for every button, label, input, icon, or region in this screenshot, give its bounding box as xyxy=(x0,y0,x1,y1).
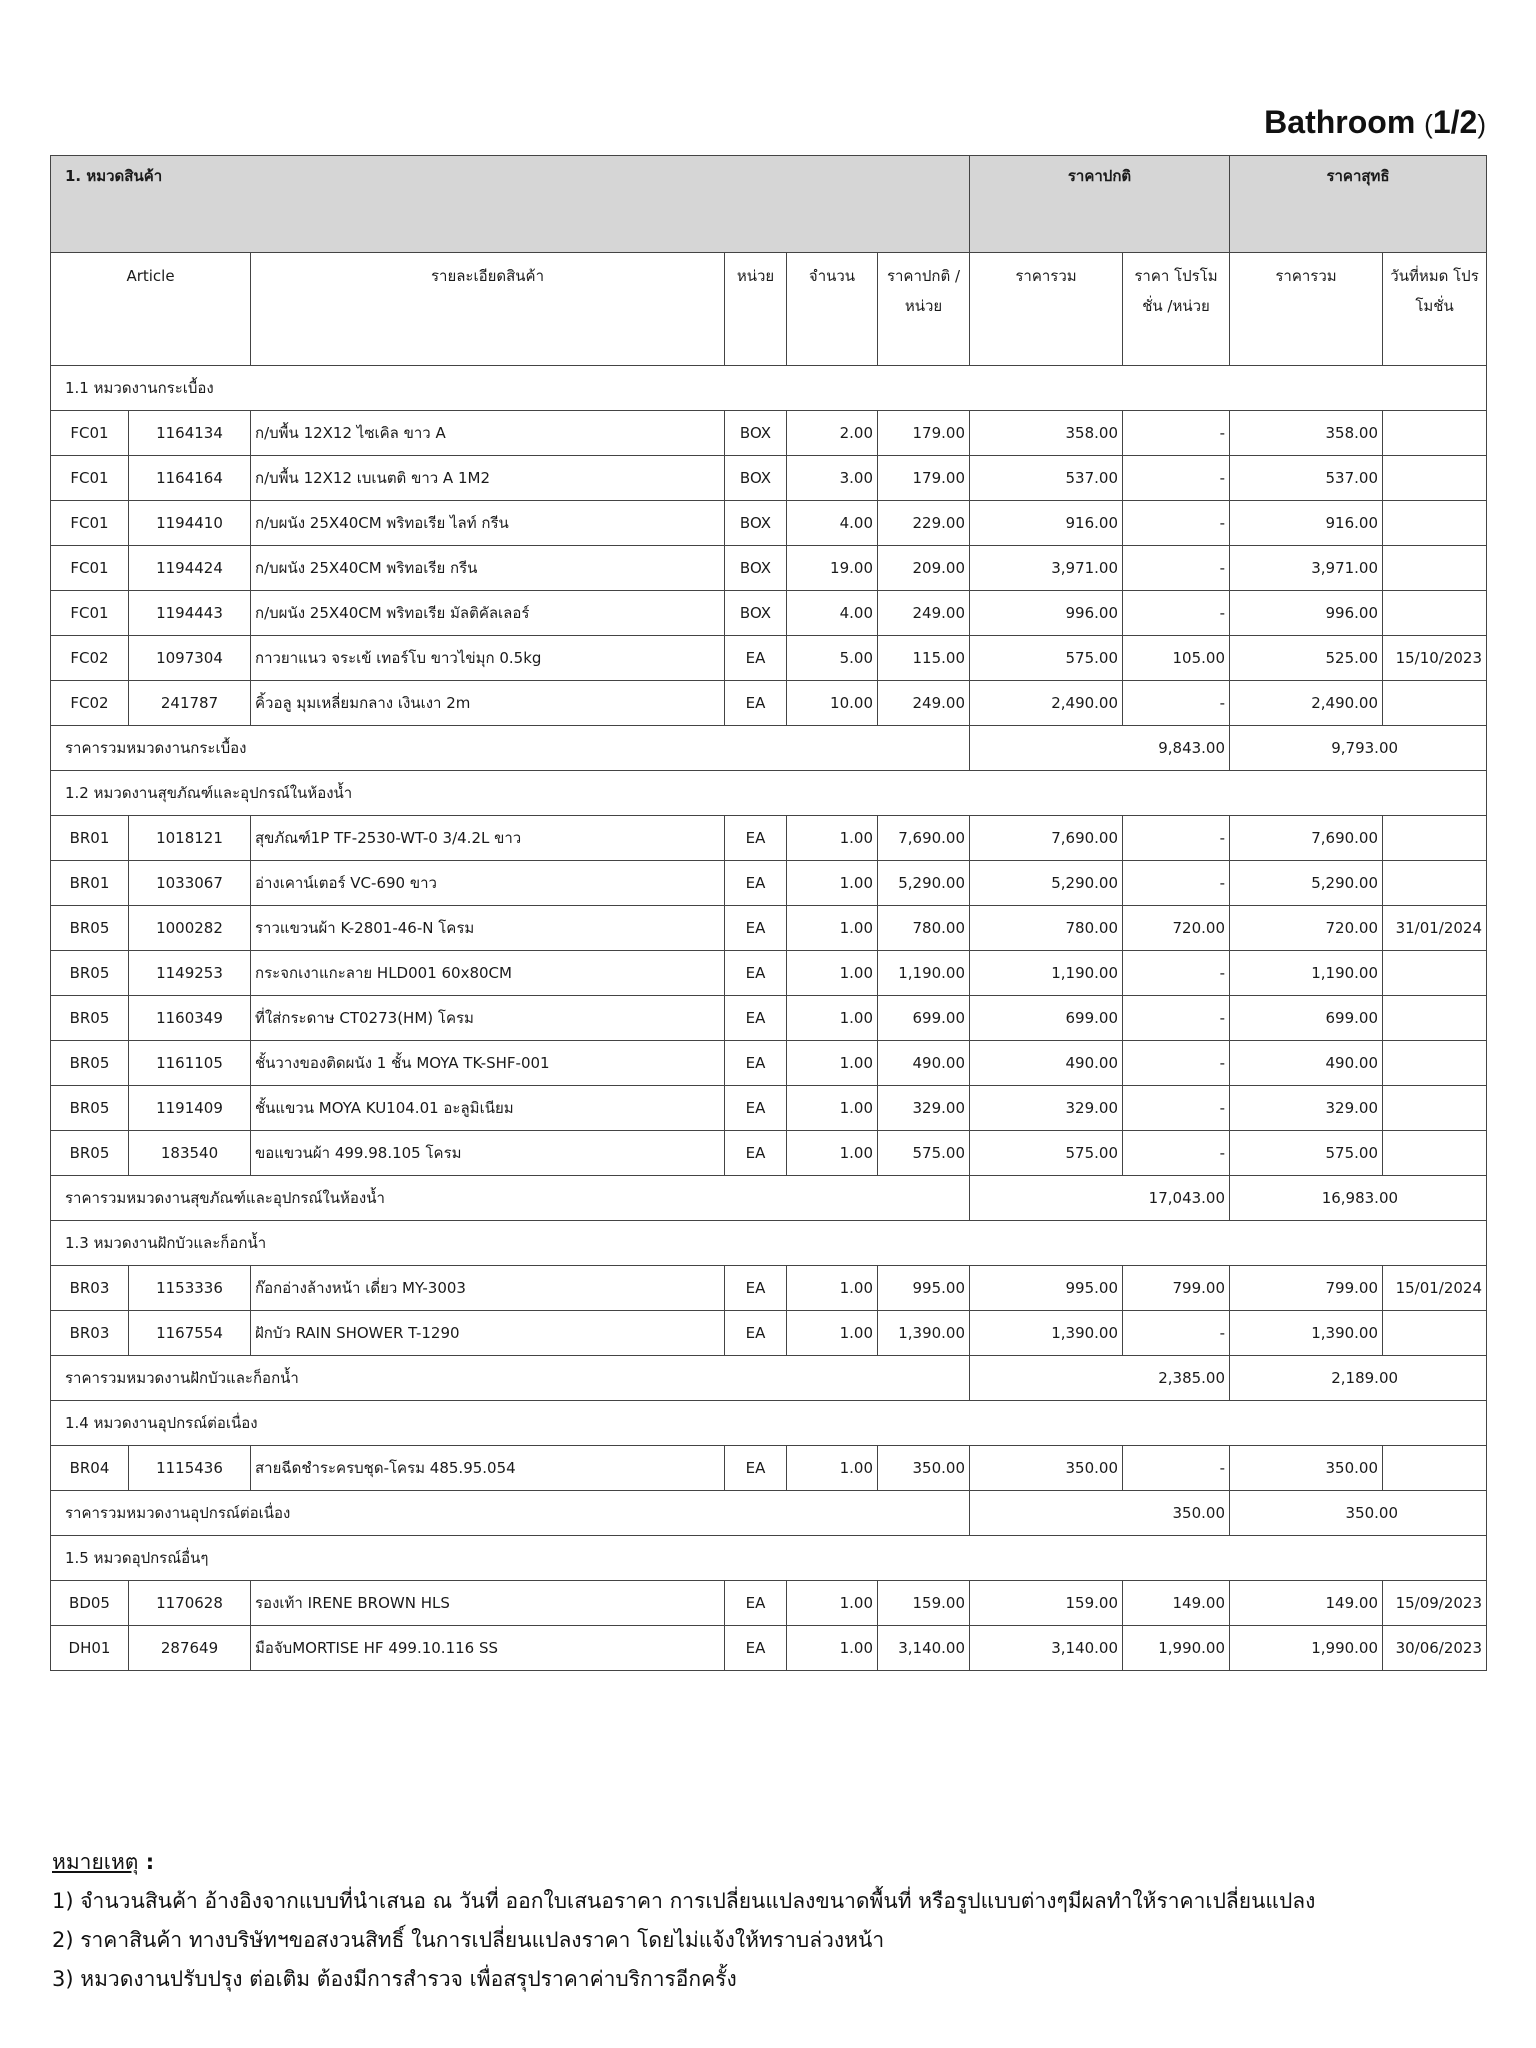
title-part: 1/2 xyxy=(1432,104,1478,140)
article-code-cell: BR03 xyxy=(51,1311,129,1356)
description-cell: ฝักบัว RAIN SHOWER T-1290 xyxy=(251,1311,725,1356)
promo-price-cell: - xyxy=(1123,951,1230,996)
article-code-cell: FC01 xyxy=(51,591,129,636)
promo-end-cell xyxy=(1383,591,1487,636)
total-cell: 1,390.00 xyxy=(970,1311,1123,1356)
title-paren-close: ) xyxy=(1477,109,1486,139)
unit-price-cell: 7,690.00 xyxy=(878,816,970,861)
article-number-cell: 1018121 xyxy=(129,816,251,861)
page-title xyxy=(1264,104,1486,141)
promo-price-cell: 105.00 xyxy=(1123,636,1230,681)
total-cell: 537.00 xyxy=(970,456,1123,501)
promo-end-cell: 30/06/2023 xyxy=(1383,1626,1487,1671)
promo-end-cell: 15/01/2024 xyxy=(1383,1266,1487,1311)
net-total-cell: 7,690.00 xyxy=(1230,816,1383,861)
table-row xyxy=(51,591,1487,636)
net-total-cell: 3,971.00 xyxy=(1230,546,1383,591)
article-code-cell: BR01 xyxy=(51,816,129,861)
description-cell: รองเท้า IRENE BROWN HLS xyxy=(251,1581,725,1626)
qty-cell: 1.00 xyxy=(787,1446,878,1491)
article-code-cell: BR05 xyxy=(51,951,129,996)
net-total-cell: 799.00 xyxy=(1230,1266,1383,1311)
net-total-cell: 490.00 xyxy=(1230,1041,1383,1086)
unit-cell: EA xyxy=(725,1446,787,1491)
net-total-cell: 537.00 xyxy=(1230,456,1383,501)
article-code-cell: BR05 xyxy=(51,1086,129,1131)
category-row xyxy=(51,771,1487,816)
unit-cell: EA xyxy=(725,1311,787,1356)
promo-end-cell xyxy=(1383,1131,1487,1176)
description-cell: ก/บผนัง 25X40CM พริทอเรีย กรีน xyxy=(251,546,725,591)
promo-price-cell: - xyxy=(1123,1086,1230,1131)
description-cell: ก/บผนัง 25X40CM พริทอเรีย ไลท์ กรีน xyxy=(251,501,725,546)
unit-price-cell: 575.00 xyxy=(878,1131,970,1176)
col-unit-price: ราคาปกติ /หน่วย xyxy=(878,253,970,366)
promo-price-cell: 1,990.00 xyxy=(1123,1626,1230,1671)
qty-cell: 10.00 xyxy=(787,681,878,726)
subtotal-total: 9,843.00 xyxy=(970,726,1230,771)
article-code-cell: BR05 xyxy=(51,906,129,951)
table-row xyxy=(51,411,1487,456)
article-code-cell: FC01 xyxy=(51,501,129,546)
total-cell: 780.00 xyxy=(970,906,1123,951)
total-cell: 3,140.00 xyxy=(970,1626,1123,1671)
table-row xyxy=(51,546,1487,591)
qty-cell: 1.00 xyxy=(787,816,878,861)
article-code-cell: DH01 xyxy=(51,1626,129,1671)
promo-end-cell xyxy=(1383,1086,1487,1131)
qty-cell: 1.00 xyxy=(787,1311,878,1356)
promo-price-cell: - xyxy=(1123,996,1230,1041)
unit-price-cell: 995.00 xyxy=(878,1266,970,1311)
qty-cell: 1.00 xyxy=(787,1086,878,1131)
total-cell: 5,290.00 xyxy=(970,861,1123,906)
unit-cell: EA xyxy=(725,996,787,1041)
unit-cell: EA xyxy=(725,636,787,681)
total-cell: 490.00 xyxy=(970,1041,1123,1086)
promo-price-cell: - xyxy=(1123,1131,1230,1176)
description-cell: ที่ใส่กระดาษ CT0273(HM) โครม xyxy=(251,996,725,1041)
description-cell: สุขภัณฑ์1P TF-2530-WT-0 3/4.2L ขาว xyxy=(251,816,725,861)
promo-end-cell xyxy=(1383,681,1487,726)
qty-cell: 4.00 xyxy=(787,591,878,636)
subtotal-net: 2,189.00 xyxy=(1230,1356,1487,1401)
qty-cell: 1.00 xyxy=(787,996,878,1041)
promo-price-cell: - xyxy=(1123,591,1230,636)
table-row xyxy=(51,996,1487,1041)
description-cell: ขอแขวนผ้า 499.98.105 โครม xyxy=(251,1131,725,1176)
note-line: 3) หมวดงานปรับปรุง ต่อเติม ต้องมีการสำรวจ เพื่อสรุปราคาค่าบริการอีกครั้ง xyxy=(52,1967,737,1991)
unit-price-cell: 350.00 xyxy=(878,1446,970,1491)
unit-cell: BOX xyxy=(725,501,787,546)
article-code-cell: FC01 xyxy=(51,456,129,501)
subtotal-net: 9,793.00 xyxy=(1230,726,1487,771)
unit-cell: BOX xyxy=(725,456,787,501)
promo-price-cell: 799.00 xyxy=(1123,1266,1230,1311)
qty-cell: 1.00 xyxy=(787,1266,878,1311)
net-total-cell: 350.00 xyxy=(1230,1446,1383,1491)
promo-end-cell: 15/10/2023 xyxy=(1383,636,1487,681)
table-row xyxy=(51,1041,1487,1086)
group-header-row xyxy=(51,156,1487,253)
promo-price-cell: - xyxy=(1123,501,1230,546)
article-code-cell: BR05 xyxy=(51,1131,129,1176)
col-total: ราคารวม xyxy=(970,253,1123,366)
unit-price-cell: 490.00 xyxy=(878,1041,970,1086)
net-total-cell: 149.00 xyxy=(1230,1581,1383,1626)
net-total-cell: 358.00 xyxy=(1230,411,1383,456)
promo-end-cell xyxy=(1383,501,1487,546)
promo-end-cell xyxy=(1383,411,1487,456)
subtotal-row xyxy=(51,726,1487,771)
description-cell: ก๊อกอ่างล้างหน้า เดี่ยว MY-3003 xyxy=(251,1266,725,1311)
article-code-cell: BR05 xyxy=(51,1041,129,1086)
total-cell: 329.00 xyxy=(970,1086,1123,1131)
net-total-cell: 329.00 xyxy=(1230,1086,1383,1131)
article-code-cell: FC01 xyxy=(51,546,129,591)
promo-price-cell: - xyxy=(1123,1311,1230,1356)
note-line: 2) ราคาสินค้า ทางบริษัทฯขอสงวนสิทธิ์ ในการเปลี่ยนแปลงราคา โดยไม่แจ้งให้ทราบล่วงหน้า xyxy=(52,1928,885,1952)
unit-cell: BOX xyxy=(725,411,787,456)
net-total-cell: 1,390.00 xyxy=(1230,1311,1383,1356)
article-number-cell: 1161105 xyxy=(129,1041,251,1086)
article-number-cell: 1115436 xyxy=(129,1446,251,1491)
net-total-cell: 525.00 xyxy=(1230,636,1383,681)
subtotal-row xyxy=(51,1356,1487,1401)
unit-cell: EA xyxy=(725,1266,787,1311)
table-row xyxy=(51,951,1487,996)
total-cell: 350.00 xyxy=(970,1446,1123,1491)
promo-price-cell: - xyxy=(1123,546,1230,591)
promo-end-cell: 15/09/2023 xyxy=(1383,1581,1487,1626)
total-cell: 916.00 xyxy=(970,501,1123,546)
article-code-cell: BD05 xyxy=(51,1581,129,1626)
article-number-cell: 1167554 xyxy=(129,1311,251,1356)
description-cell: ชั้นแขวน MOYA KU104.01 อะลูมิเนียม xyxy=(251,1086,725,1131)
total-cell: 7,690.00 xyxy=(970,816,1123,861)
col-promo-price: ราคา โปรโมชั่น /หน่วย xyxy=(1123,253,1230,366)
col-qty: จำนวน xyxy=(787,253,878,366)
table-row xyxy=(51,906,1487,951)
qty-cell: 2.00 xyxy=(787,411,878,456)
subtotal-label: ราคารวมหมวดงานสุขภัณฑ์และอุปกรณ์ในห้องน้ำ xyxy=(51,1176,970,1221)
article-number-cell: 1194410 xyxy=(129,501,251,546)
unit-price-cell: 179.00 xyxy=(878,456,970,501)
subtotal-total: 17,043.00 xyxy=(970,1176,1230,1221)
article-number-cell: 1194443 xyxy=(129,591,251,636)
qty-cell: 1.00 xyxy=(787,861,878,906)
description-cell: สายฉีดชำระครบชุด-โครม 485.95.054 xyxy=(251,1446,725,1491)
table-row xyxy=(51,1131,1487,1176)
col-description: รายละเอียดสินค้า xyxy=(251,253,725,366)
unit-price-cell: 3,140.00 xyxy=(878,1626,970,1671)
article-number-cell: 1191409 xyxy=(129,1086,251,1131)
net-total-cell: 1,990.00 xyxy=(1230,1626,1383,1671)
category-row xyxy=(51,1401,1487,1446)
category-title: 1.2 หมวดงานสุขภัณฑ์และอุปกรณ์ในห้องน้ำ xyxy=(51,771,1487,816)
category-title: 1.4 หมวดงานอุปกรณ์ต่อเนื่อง xyxy=(51,1401,1487,1446)
subtotal-total: 350.00 xyxy=(970,1491,1230,1536)
subtotal-total: 2,385.00 xyxy=(970,1356,1230,1401)
table-row xyxy=(51,681,1487,726)
article-code-cell: FC02 xyxy=(51,636,129,681)
qty-cell: 19.00 xyxy=(787,546,878,591)
category-row xyxy=(51,366,1487,411)
promo-end-cell xyxy=(1383,456,1487,501)
table-row xyxy=(51,456,1487,501)
category-row xyxy=(51,1221,1487,1266)
title-main: Bathroom xyxy=(1264,104,1416,140)
description-cell: ก/บผนัง 25X40CM พริทอเรีย มัลติคัลเลอร์ xyxy=(251,591,725,636)
table-row xyxy=(51,1266,1487,1311)
table-row xyxy=(51,861,1487,906)
promo-end-cell xyxy=(1383,1041,1487,1086)
unit-cell: EA xyxy=(725,951,787,996)
net-price-header: ราคาสุทธิ xyxy=(1230,156,1487,253)
total-cell: 575.00 xyxy=(970,636,1123,681)
net-total-cell: 575.00 xyxy=(1230,1131,1383,1176)
description-cell: กาวยาแนว จระเข้ เทอร์โบ ขาวไข่มุก 0.5kg xyxy=(251,636,725,681)
qty-cell: 1.00 xyxy=(787,1581,878,1626)
description-cell: คิ้วอลู มุมเหลี่ยมกลาง เงินเงา 2m xyxy=(251,681,725,726)
regular-price-header: ราคาปกติ xyxy=(970,156,1230,253)
net-total-cell: 996.00 xyxy=(1230,591,1383,636)
promo-end-cell xyxy=(1383,1446,1487,1491)
article-number-cell: 1033067 xyxy=(129,861,251,906)
unit-cell: BOX xyxy=(725,546,787,591)
table-row xyxy=(51,636,1487,681)
note-line: 1) จำนวนสินค้า อ้างอิงจากแบบที่นำเสนอ ณ วันที่ ออกใบเสนอราคา การเปลี่ยนแปลงขนาดพื้นที่ หรือรูปแบบต่างๆมีผลทำให้ราคาเปลี่ยนแปลง xyxy=(52,1889,1316,1913)
qty-cell: 1.00 xyxy=(787,906,878,951)
description-cell: กระจกเงาแกะลาย HLD001 60x80CM xyxy=(251,951,725,996)
net-total-cell: 720.00 xyxy=(1230,906,1383,951)
column-header-row xyxy=(51,253,1487,366)
qty-cell: 1.00 xyxy=(787,1041,878,1086)
article-code-cell: BR04 xyxy=(51,1446,129,1491)
unit-cell: EA xyxy=(725,861,787,906)
article-code-cell: BR03 xyxy=(51,1266,129,1311)
total-cell: 699.00 xyxy=(970,996,1123,1041)
qty-cell: 1.00 xyxy=(787,951,878,996)
net-total-cell: 2,490.00 xyxy=(1230,681,1383,726)
total-cell: 575.00 xyxy=(970,1131,1123,1176)
unit-price-cell: 1,190.00 xyxy=(878,951,970,996)
unit-price-cell: 179.00 xyxy=(878,411,970,456)
unit-price-cell: 5,290.00 xyxy=(878,861,970,906)
unit-cell: EA xyxy=(725,816,787,861)
category-title: 1.1 หมวดงานกระเบื้อง xyxy=(51,366,1487,411)
subtotal-row xyxy=(51,1176,1487,1221)
unit-price-cell: 780.00 xyxy=(878,906,970,951)
promo-end-cell xyxy=(1383,1311,1487,1356)
promo-end-cell xyxy=(1383,816,1487,861)
article-number-cell: 1164164 xyxy=(129,456,251,501)
promo-price-cell: - xyxy=(1123,411,1230,456)
quotation-table xyxy=(50,155,1487,1671)
qty-cell: 4.00 xyxy=(787,501,878,546)
table-row xyxy=(51,1311,1487,1356)
description-cell: ราวแขวนผ้า K-2801-46-N โครม xyxy=(251,906,725,951)
col-article: Article xyxy=(51,253,251,366)
subtotal-label: ราคารวมหมวดงานฝักบัวและก็อกน้ำ xyxy=(51,1356,970,1401)
article-number-cell: 1097304 xyxy=(129,636,251,681)
article-number-cell: 183540 xyxy=(129,1131,251,1176)
article-code-cell: FC01 xyxy=(51,411,129,456)
category-row xyxy=(51,1536,1487,1581)
subtotal-label: ราคารวมหมวดงานอุปกรณ์ต่อเนื่อง xyxy=(51,1491,970,1536)
promo-price-cell: 720.00 xyxy=(1123,906,1230,951)
unit-price-cell: 699.00 xyxy=(878,996,970,1041)
unit-cell: EA xyxy=(725,906,787,951)
subtotal-net: 350.00 xyxy=(1230,1491,1487,1536)
description-cell: ก/บพื้น 12X12 เบเนตติ ขาว A 1M2 xyxy=(251,456,725,501)
promo-price-cell: - xyxy=(1123,1446,1230,1491)
unit-cell: EA xyxy=(725,681,787,726)
article-number-cell: 1160349 xyxy=(129,996,251,1041)
notes-heading: หมายเหตุ xyxy=(52,1850,139,1874)
notes-heading-colon: : xyxy=(138,1850,155,1874)
unit-cell: EA xyxy=(725,1086,787,1131)
category-title: 1.5 หมวดอุปกรณ์อื่นๆ xyxy=(51,1536,1487,1581)
total-cell: 3,971.00 xyxy=(970,546,1123,591)
net-total-cell: 916.00 xyxy=(1230,501,1383,546)
unit-price-cell: 209.00 xyxy=(878,546,970,591)
qty-cell: 1.00 xyxy=(787,1131,878,1176)
promo-end-cell xyxy=(1383,861,1487,906)
article-number-cell: 1194424 xyxy=(129,546,251,591)
promo-price-cell: - xyxy=(1123,816,1230,861)
unit-cell: EA xyxy=(725,1626,787,1671)
table-row xyxy=(51,1581,1487,1626)
net-total-cell: 5,290.00 xyxy=(1230,861,1383,906)
promo-price-cell: 149.00 xyxy=(1123,1581,1230,1626)
article-number-cell: 1153336 xyxy=(129,1266,251,1311)
article-number-cell: 1149253 xyxy=(129,951,251,996)
table-row xyxy=(51,501,1487,546)
title-paren-open: ( xyxy=(1424,109,1433,139)
net-total-cell: 1,190.00 xyxy=(1230,951,1383,996)
promo-end-cell xyxy=(1383,546,1487,591)
description-cell: ก/บพื้น 12X12 ไซเคิล ขาว A xyxy=(251,411,725,456)
article-number-cell: 241787 xyxy=(129,681,251,726)
table-row xyxy=(51,1626,1487,1671)
promo-price-cell: - xyxy=(1123,1041,1230,1086)
col-promo-end: วันที่หมด โปรโมชั่น xyxy=(1383,253,1487,366)
unit-cell: BOX xyxy=(725,591,787,636)
notes-section xyxy=(52,1843,1315,1999)
table-row xyxy=(51,1086,1487,1131)
promo-price-cell: - xyxy=(1123,681,1230,726)
table-row xyxy=(51,816,1487,861)
subtotal-net: 16,983.00 xyxy=(1230,1176,1487,1221)
subtotal-row xyxy=(51,1491,1487,1536)
description-cell: อ่างเคาน์เตอร์ VC-690 ขาว xyxy=(251,861,725,906)
promo-price-cell: - xyxy=(1123,456,1230,501)
total-cell: 358.00 xyxy=(970,411,1123,456)
qty-cell: 3.00 xyxy=(787,456,878,501)
unit-cell: EA xyxy=(725,1581,787,1626)
col-unit: หน่วย xyxy=(725,253,787,366)
total-cell: 995.00 xyxy=(970,1266,1123,1311)
total-cell: 996.00 xyxy=(970,591,1123,636)
article-code-cell: FC02 xyxy=(51,681,129,726)
table-row xyxy=(51,1446,1487,1491)
net-total-cell: 699.00 xyxy=(1230,996,1383,1041)
unit-price-cell: 249.00 xyxy=(878,591,970,636)
promo-end-cell: 31/01/2024 xyxy=(1383,906,1487,951)
category-title: 1.3 หมวดงานฝักบัวและก็อกน้ำ xyxy=(51,1221,1487,1266)
unit-price-cell: 115.00 xyxy=(878,636,970,681)
unit-price-cell: 229.00 xyxy=(878,501,970,546)
article-code-cell: BR01 xyxy=(51,861,129,906)
unit-cell: EA xyxy=(725,1131,787,1176)
unit-price-cell: 159.00 xyxy=(878,1581,970,1626)
article-code-cell: BR05 xyxy=(51,996,129,1041)
section-header: 1. หมวดสินค้า xyxy=(51,156,970,253)
qty-cell: 1.00 xyxy=(787,1626,878,1671)
qty-cell: 5.00 xyxy=(787,636,878,681)
unit-price-cell: 1,390.00 xyxy=(878,1311,970,1356)
unit-cell: EA xyxy=(725,1041,787,1086)
unit-price-cell: 249.00 xyxy=(878,681,970,726)
total-cell: 159.00 xyxy=(970,1581,1123,1626)
total-cell: 1,190.00 xyxy=(970,951,1123,996)
article-number-cell: 287649 xyxy=(129,1626,251,1671)
unit-price-cell: 329.00 xyxy=(878,1086,970,1131)
col-net-total: ราคารวม xyxy=(1230,253,1383,366)
description-cell: ชั้นวางของติดผนัง 1 ชั้น MOYA TK-SHF-001 xyxy=(251,1041,725,1086)
description-cell: มือจับMORTISE HF 499.10.116 SS xyxy=(251,1626,725,1671)
article-number-cell: 1000282 xyxy=(129,906,251,951)
subtotal-label: ราคารวมหมวดงานกระเบื้อง xyxy=(51,726,970,771)
promo-end-cell xyxy=(1383,951,1487,996)
promo-price-cell: - xyxy=(1123,861,1230,906)
article-number-cell: 1164134 xyxy=(129,411,251,456)
article-number-cell: 1170628 xyxy=(129,1581,251,1626)
total-cell: 2,490.00 xyxy=(970,681,1123,726)
promo-end-cell xyxy=(1383,996,1487,1041)
